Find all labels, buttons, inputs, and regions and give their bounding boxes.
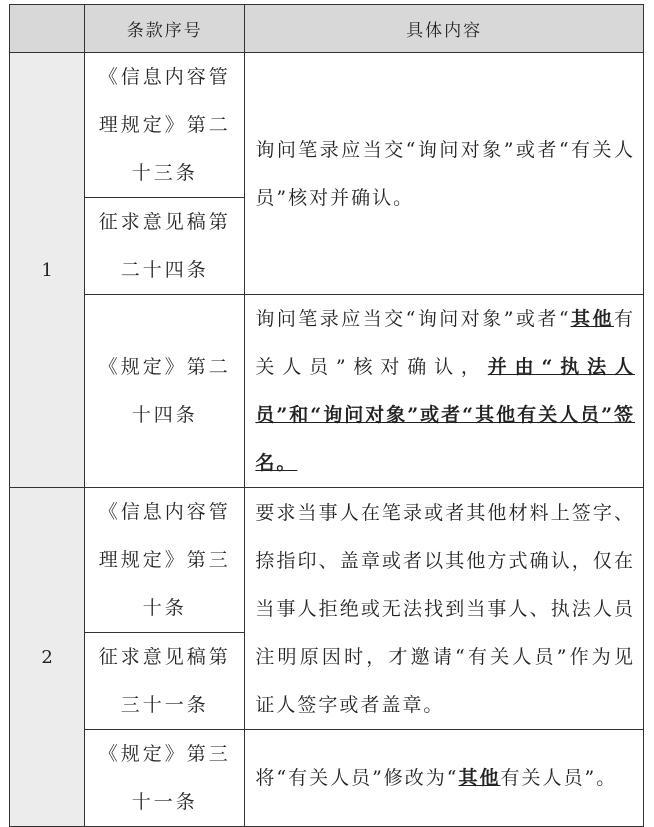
row-number: 1: [10, 53, 85, 488]
info-clause-cell: 《信息内容管理规定》第二十三条: [85, 53, 245, 198]
table-row: [10, 488, 644, 633]
table-row: [10, 295, 644, 488]
content-text: 将“有关人员”修改为“: [255, 767, 459, 789]
emphasis-text: 其他: [570, 308, 614, 330]
final-clause-cell: 《规定》第二十四条: [85, 295, 245, 488]
emphasis-text: 并由“执法人员”和“询问对象”或者“其他有关人员”签名。: [255, 356, 636, 474]
header-clause-number: 条款序号: [85, 5, 245, 53]
header-specific-content: 具体内容: [245, 5, 644, 53]
content-text: 询问笔录应当交“询问对象”或者“: [255, 308, 571, 330]
content-cell: 要求当事人在笔录或者其他材料上签字、捺指印、盖章或者以其他方式确认，仅在当事人拒绝或无法找到当事人、执法人员注明原因时，才邀请“有关人员”作为见证人签字或者盖章。: [245, 488, 644, 730]
content-cell: [245, 730, 644, 827]
draft-clause-cell: 征求意见稿第三十一条: [85, 633, 245, 730]
content-text: 有关人员”。: [500, 767, 618, 789]
content-text: 有关人员”核对确认，: [255, 308, 635, 378]
header-blank-cell: [10, 5, 85, 53]
row-number: 2: [10, 488, 85, 827]
emphasis-text: 其他: [458, 767, 501, 789]
info-clause-cell: 《信息内容管理规定》第三十条: [85, 488, 245, 633]
comparison-table: [9, 4, 644, 827]
table-row: [10, 730, 644, 827]
header-row: [10, 5, 644, 53]
table-row: [10, 53, 644, 198]
draft-clause-cell: 征求意见稿第二十四条: [85, 198, 245, 295]
content-cell: [245, 295, 644, 488]
final-clause-cell: 《规定》第三十一条: [85, 730, 245, 827]
content-cell: 询问笔录应当交“询问对象”或者“有关人员”核对并确认。: [245, 53, 644, 295]
